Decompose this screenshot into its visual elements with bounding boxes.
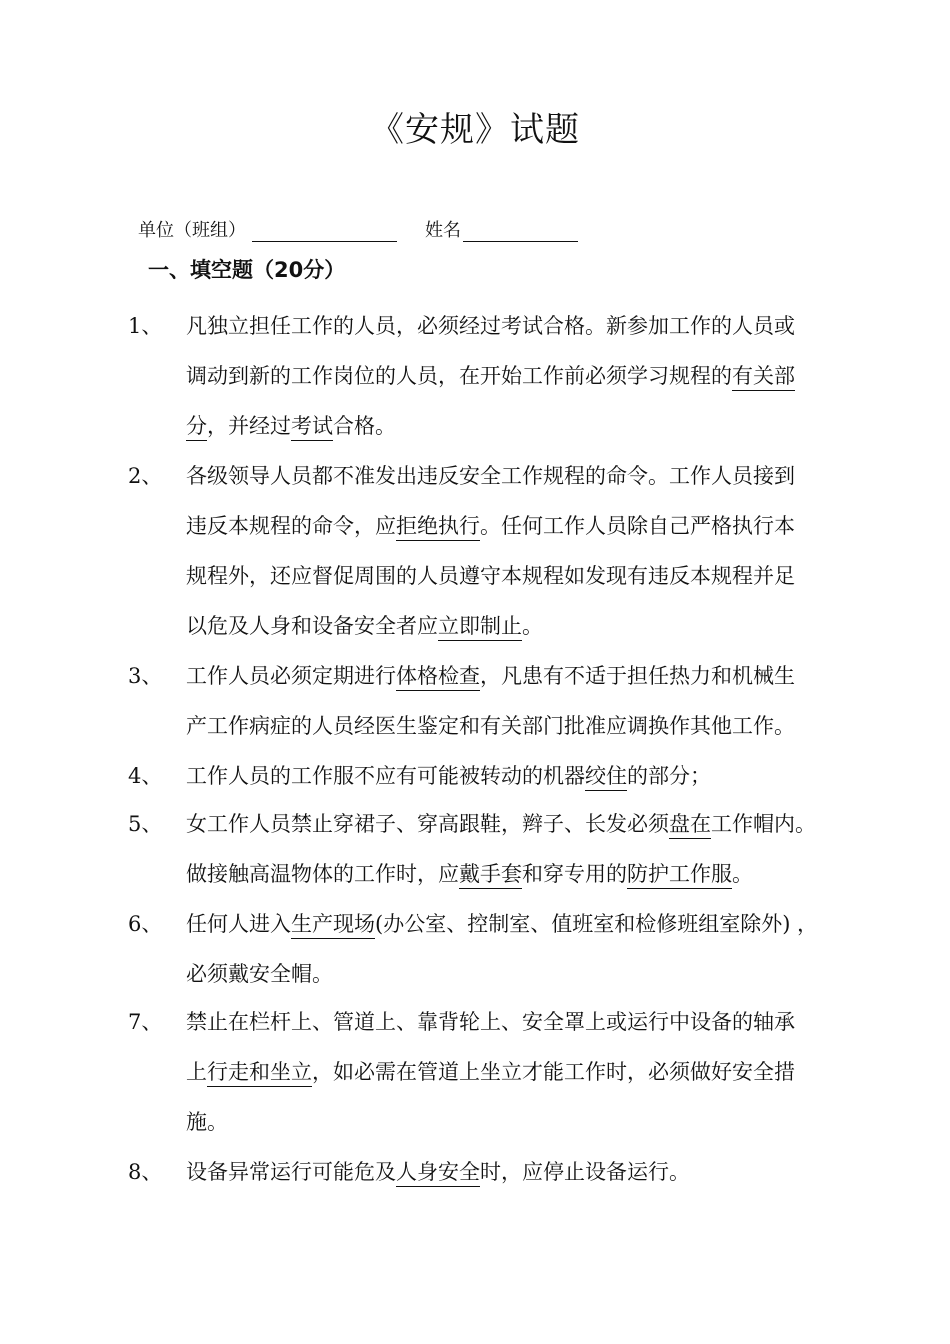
question-line: 规程外，还应督促周围的人员遵守本规程如发现有违反本规程并足 [186,564,795,588]
question-number: 1、 [128,314,163,338]
question-number: 4、 [128,764,163,788]
question-line: 以危及人身和设备安全者应立即制止。 [186,610,543,640]
answer-underline: 体格检查 [396,664,480,691]
question-line: 上行走和坐立，如必需在管道上坐立才能工作时，必须做好安全措 [186,1056,795,1086]
answer-underline: 盘在 [669,812,711,839]
question-line: 必须戴安全帽。 [186,962,333,986]
answer-underline: 生产现场 [291,912,375,939]
question-number: 7、 [128,1010,163,1034]
question-line: 分，并经过考试合格。 [186,410,396,440]
answer-underline: 防护工作服 [627,862,732,889]
question-line: 女工作人员禁止穿裙子、穿高跟鞋，辫子、长发必须盘在工作帽内。 [186,808,816,838]
answer-underline: 有关部 [732,364,795,391]
answer-underline: 人身安全 [396,1160,480,1187]
question-line: 凡独立担任工作的人员，必须经过考试合格。新参加工作的人员或 [186,314,795,338]
answer-underline: 行走和坐立 [207,1060,312,1087]
unit-label: 单位（班组） [138,220,246,241]
answer-underline: 戴手套 [459,862,522,889]
name-blank[interactable] [463,219,578,242]
question-line: 违反本规程的命令，应拒绝执行。任何工作人员除自己严格执行本 [186,510,795,540]
header-info [138,216,578,242]
question-number: 6、 [128,912,163,936]
question-number: 3、 [128,664,163,688]
name-label: 姓名 [425,220,461,241]
question-line: 产工作病症的人员经医生鉴定和有关部门批准应调换作其他工作。 [186,714,795,738]
page-title: 《安规》试题 [370,110,580,150]
question-line: 设备异常运行可能危及人身安全时，应停止设备运行。 [186,1156,690,1186]
question-line: 工作人员必须定期进行体格检查，凡患有不适于担任热力和机械生 [186,660,795,690]
answer-underline: 绞住 [585,764,627,791]
question-line: 做接触高温物体的工作时，应戴手套和穿专用的防护工作服。 [186,858,753,888]
question-line: 任何人进入生产现场(办公室、控制室、值班室和检修班组室除外) ， [186,908,818,938]
question-line: 工作人员的工作服不应有可能被转动的机器绞住的部分； [186,760,711,790]
question-line: 禁止在栏杆上、管道上、靠背轮上、安全罩上或运行中设备的轴承 [186,1010,795,1034]
question-line: 调动到新的工作岗位的人员，在开始工作前必须学习规程的有关部 [186,360,795,390]
question-number: 5、 [128,812,163,836]
answer-underline: 立即制止 [438,614,522,641]
question-line: 施。 [186,1110,228,1134]
question-number: 2、 [128,464,163,488]
answer-underline: 考试 [291,414,333,441]
section-heading: 一、填空题（20分） [148,258,346,282]
question-number: 8、 [128,1160,163,1184]
question-line: 各级领导人员都不准发出违反安全工作规程的命令。工作人员接到 [186,464,795,488]
answer-underline: 拒绝执行 [396,514,480,541]
unit-blank[interactable] [252,219,397,242]
answer-underline: 分 [186,414,207,441]
